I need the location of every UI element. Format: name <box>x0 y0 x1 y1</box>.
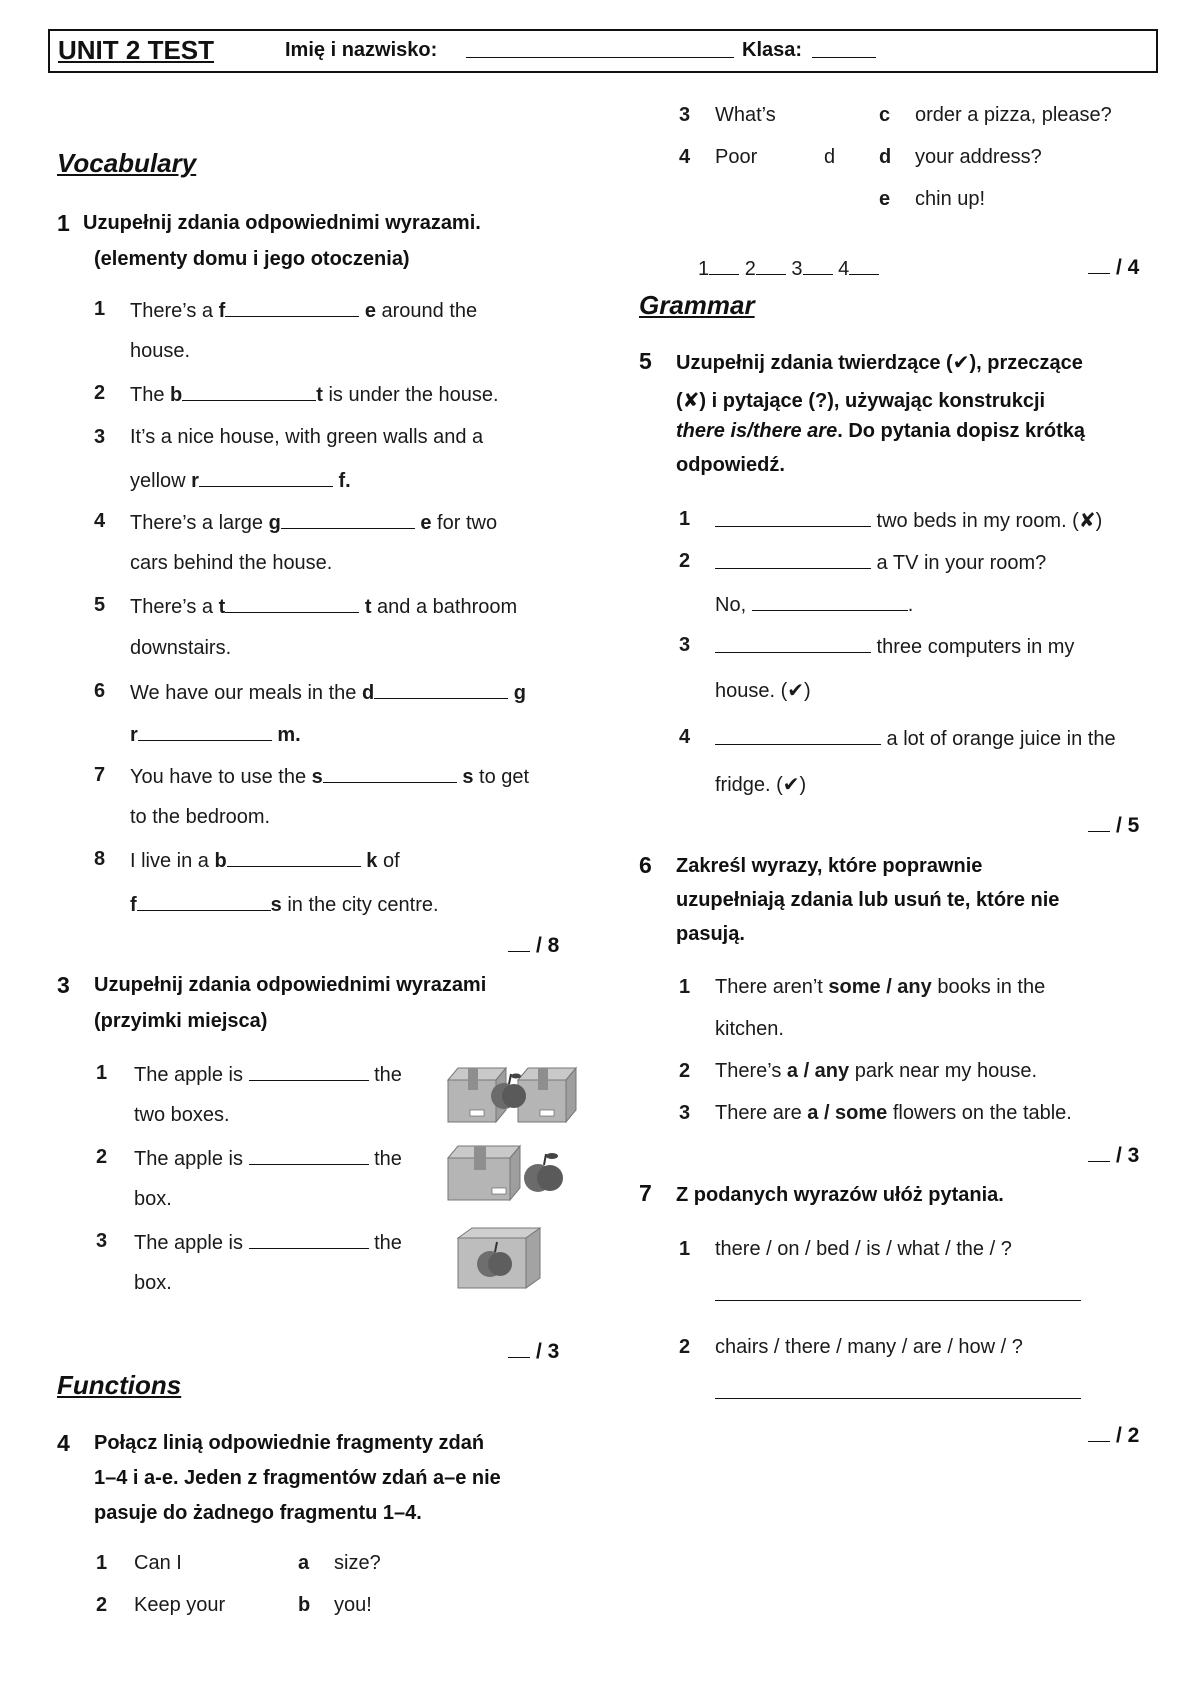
apple-next-to-box-picture <box>446 1140 570 1204</box>
q1-item-1: 1 There’s a f e around the <box>94 298 478 322</box>
q4-left-4[interactable]: 4 Poor <box>679 146 758 168</box>
apple-between-boxes-picture <box>446 1062 580 1126</box>
q5-4-blank[interactable] <box>715 726 881 745</box>
q5-item-2-line2: No, . <box>715 594 914 616</box>
q6-item-2: 2 There’s a / any park near my house. <box>679 1060 1038 1082</box>
q3-instruction: Uzupełnij zdania odpowiednimi wyrazami <box>94 974 487 996</box>
q3-item-1: 1 The apple is the <box>96 1062 402 1086</box>
q1-5-blank[interactable] <box>225 594 359 613</box>
q5-2-blank[interactable] <box>715 550 871 569</box>
q5-instruction-4: odpowiedź. <box>676 454 785 476</box>
q3-item-3: 3 The apple is the <box>96 1230 402 1254</box>
q1-item-6-line2: r m. <box>130 724 301 746</box>
q1-4-blank[interactable] <box>281 510 415 529</box>
q6-score: / 3 <box>1088 1144 1139 1168</box>
q1-item-8-line2: f s in the city centre. <box>130 894 439 916</box>
apple-in-box-picture <box>454 1224 546 1292</box>
q7-2-answer-line[interactable] <box>715 1398 1081 1399</box>
box-icon <box>448 1146 520 1200</box>
q1-instruction: Uzupełnij zdania odpowiednimi wyrazami. <box>83 212 481 234</box>
q1-instruction-sub: (elementy domu i jego otoczenia) <box>94 248 410 270</box>
q1-item-5-line2: downstairs. <box>130 637 232 659</box>
q5-3-blank[interactable] <box>715 634 871 653</box>
q7-instruction: Z podanych wyrazów ułóż pytania. <box>676 1184 1004 1206</box>
vocabulary-heading: Vocabulary <box>57 148 197 178</box>
q3-1-blank[interactable] <box>249 1062 369 1081</box>
q5-item-1: 1 two beds in my room. (✘) <box>679 508 1103 532</box>
q4-number: 4 <box>57 1430 70 1456</box>
q7-item-1: 1 there / on / bed / is / what / the / ? <box>679 1238 1012 1260</box>
q1-item-3: 3 It’s a nice house, with green walls and a <box>94 426 484 448</box>
q5-instruction-2: (✘) i pytające (?), używając konstrukcji <box>676 390 1046 412</box>
q1-item-3-line2: yellow r f. <box>130 470 351 492</box>
q4-left-2[interactable]: 2 Keep your <box>96 1594 226 1616</box>
q6-item-1: 1 There aren’t some / any books in the <box>679 976 1046 998</box>
name-label: Imię i nazwisko: <box>285 39 438 61</box>
name-field[interactable] <box>466 57 734 58</box>
q6-instruction-1: Zakreśl wyrazy, które poprawnie <box>676 855 983 877</box>
q3-item-1-line2: two boxes. <box>134 1104 230 1126</box>
apple-icon <box>524 1153 563 1192</box>
q7-number: 7 <box>639 1180 652 1206</box>
q5-item-3-line2: house. (✔) <box>715 680 811 702</box>
q6-1-choice[interactable]: some / any <box>828 976 932 998</box>
q7-score: / 2 <box>1088 1424 1139 1448</box>
q4-right-b[interactable]: b you! <box>298 1594 372 1616</box>
q1-8-blank[interactable] <box>227 848 361 867</box>
q1-6b-blank[interactable] <box>138 722 272 741</box>
q5-1-blank[interactable] <box>715 508 871 527</box>
q4-right-e[interactable]: e chin up! <box>879 188 986 210</box>
q1-3-blank[interactable] <box>199 468 333 487</box>
q4-right-d[interactable]: d your address? <box>879 146 1042 168</box>
q1-6-blank[interactable] <box>374 680 508 699</box>
q5-item-4: 4 a lot of orange juice in the <box>679 726 1116 750</box>
q1-score: / 8 <box>508 934 559 958</box>
q1-7-blank[interactable] <box>323 764 457 783</box>
q6-instruction-2: uzupełniają zdania lub usuń te, które nie <box>676 889 1060 911</box>
test-title: UNIT 2 TEST <box>58 35 215 65</box>
class-label: Klasa: <box>742 39 803 61</box>
q1-2-blank[interactable] <box>182 382 316 401</box>
q3-2-blank[interactable] <box>249 1146 369 1165</box>
q6-item-3: 3 There are a / some flowers on the table. <box>679 1102 1072 1124</box>
q1-item-7: 7 You have to use the s s to get <box>94 764 530 788</box>
q4-instruction-3: pasuje do żadnego fragmentu 1–4. <box>94 1502 422 1524</box>
q1-item-5: 5 There’s a t t and a bathroom <box>94 594 518 618</box>
grammar-heading: Grammar <box>639 290 755 320</box>
q5-item-2: 2 a TV in your room? <box>679 550 1047 574</box>
q4-left-3[interactable]: 3 What’s <box>679 104 776 126</box>
q3-item-3-line2: box. <box>134 1272 172 1294</box>
box-right-icon <box>518 1068 576 1122</box>
q7-item-2: 2 chairs / there / many / are / how / ? <box>679 1336 1023 1358</box>
q7-1-answer-line[interactable] <box>715 1300 1081 1301</box>
q5-item-4-line2: fridge. (✔) <box>715 774 807 796</box>
q6-number: 6 <box>639 852 652 878</box>
q5-score: / 5 <box>1088 814 1139 838</box>
q5-2b-blank[interactable] <box>752 592 908 611</box>
q1-item-4-line2: cars behind the house. <box>130 552 333 574</box>
q1-item-8: 8 I live in a b k of <box>94 848 400 872</box>
q1-item-6: 6 We have our meals in the d g <box>94 680 526 704</box>
q4-right-a[interactable]: a size? <box>298 1552 381 1574</box>
q6-2-choice[interactable]: a / any <box>786 1060 850 1082</box>
q1-item-7-line2: to the bedroom. <box>130 806 271 828</box>
q1-8b-blank[interactable] <box>137 892 271 911</box>
q5-instruction-1: Uzupełnij zdania twierdzące (✔), przeczące <box>676 352 1083 374</box>
q3-3-blank[interactable] <box>249 1230 369 1249</box>
q1-item-1-line2: house. <box>130 340 191 362</box>
q5-item-3: 3 three computers in my <box>679 634 1075 658</box>
q3-score: / 3 <box>508 1340 559 1364</box>
q4-instruction-1: Połącz linią odpowiednie fragmenty zdań <box>94 1432 485 1454</box>
q1-item-2: 2 The b t is under the house. <box>94 382 499 406</box>
q5-instruction-3: there is/there are. Do pytania dopisz krótką <box>676 420 1086 442</box>
q1-1-blank[interactable] <box>225 298 359 317</box>
q3-instruction-sub: (przyimki miejsca) <box>94 1010 268 1032</box>
q4-right-c[interactable]: c order a pizza, please? <box>879 104 1112 126</box>
q6-instruction-3: pasują. <box>676 923 745 945</box>
q3-number: 3 <box>57 972 70 998</box>
q4-answer-slots[interactable]: 1 2 3 4 <box>698 256 879 281</box>
functions-heading: Functions <box>57 1370 182 1400</box>
q4-score: / 4 <box>1088 256 1139 280</box>
q4-handwritten-answer: d <box>824 146 836 168</box>
class-field[interactable] <box>812 57 876 58</box>
q1-item-4: 4 There’s a large g e for two <box>94 510 498 534</box>
q5-number: 5 <box>639 348 652 374</box>
q6-3-choice[interactable]: a / some <box>807 1102 888 1124</box>
q1-number: 1 <box>57 210 70 236</box>
header-box <box>48 29 1158 73</box>
q6-item-1-line2: kitchen. <box>715 1018 784 1040</box>
q4-instruction-2: 1–4 i a-e. Jeden z fragmentów zdań a–e nie <box>94 1467 501 1489</box>
q3-item-2-line2: box. <box>134 1188 172 1210</box>
q3-item-2: 2 The apple is the <box>96 1146 402 1170</box>
q4-left-1[interactable]: 1 Can I <box>96 1552 182 1574</box>
